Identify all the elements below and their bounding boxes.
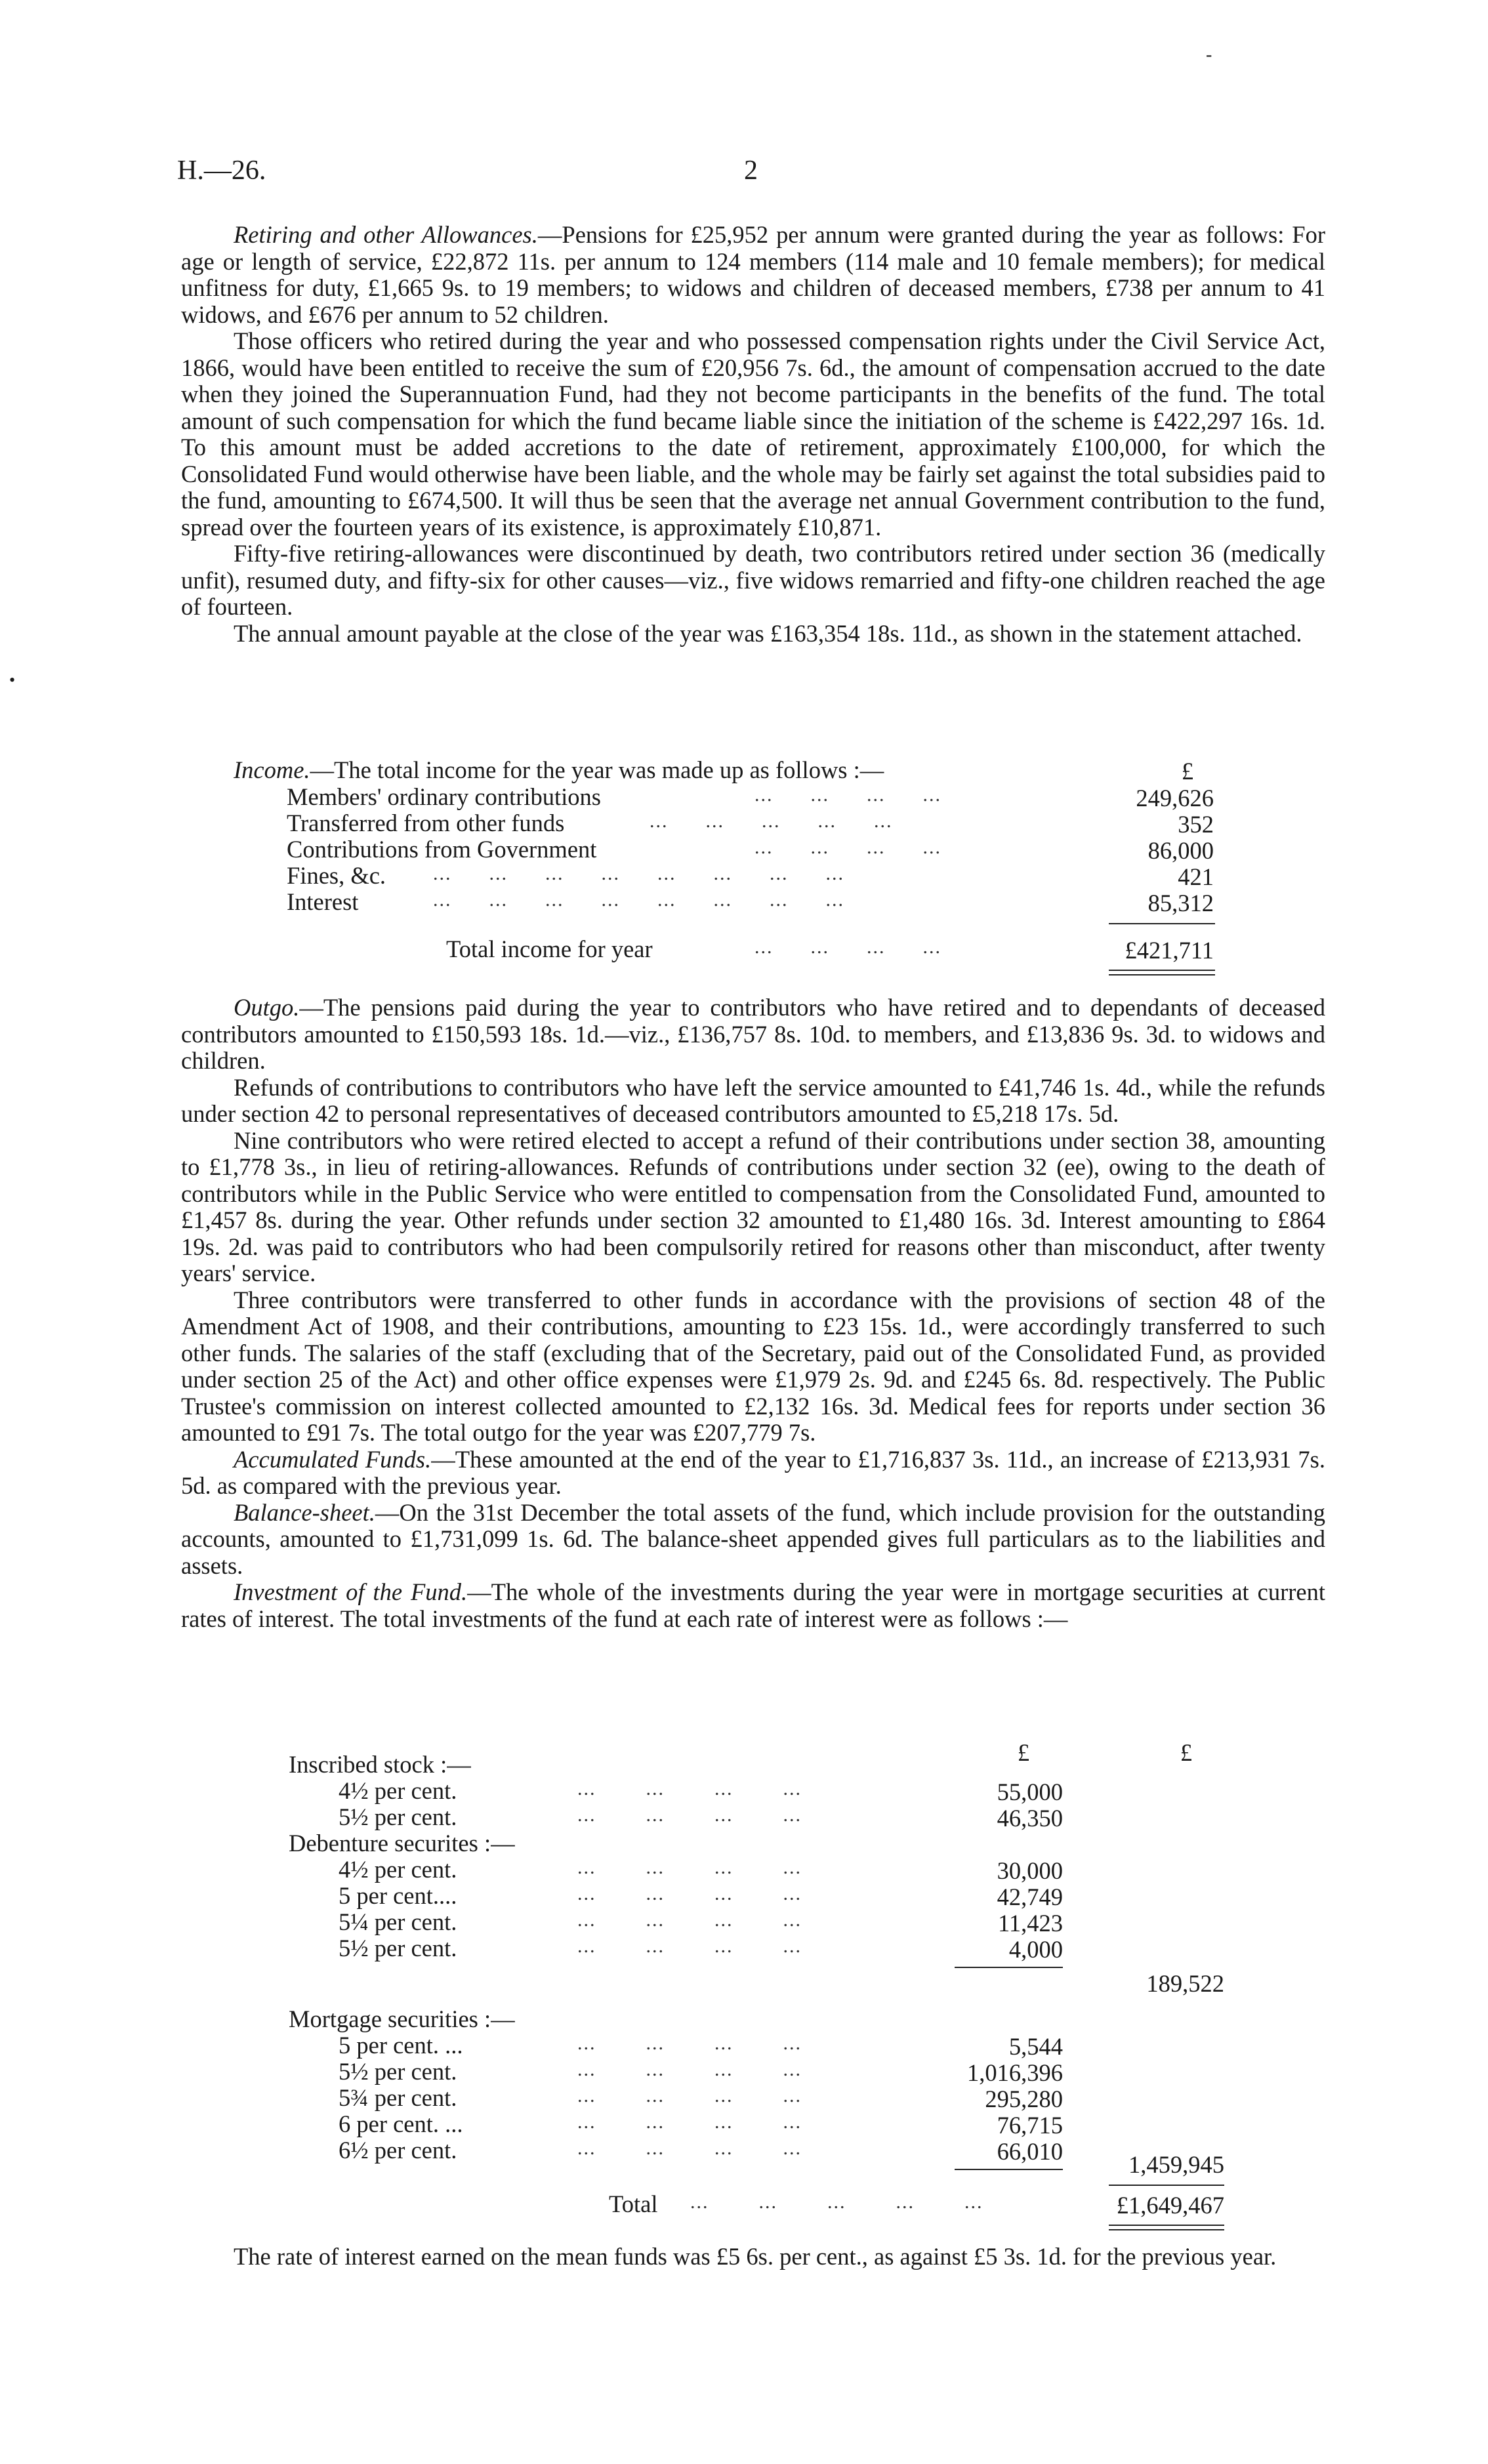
investment-value: 11,423 bbox=[997, 1910, 1063, 1937]
subtotal-rule bbox=[955, 2169, 1063, 2170]
income-currency-header: £ bbox=[1181, 758, 1194, 785]
investment-value: 1,016,396 bbox=[967, 2059, 1063, 2086]
page-number: 2 bbox=[744, 155, 758, 186]
income-item-value: 86,000 bbox=[1147, 837, 1214, 864]
investments-subtotal-1: 189,522 bbox=[1146, 1970, 1224, 1997]
leader-dots: ... ... ... ... ... bbox=[650, 810, 893, 832]
leader-dots: ... ... ... ... bbox=[754, 936, 941, 958]
leader-dots: ... ... ... ... bbox=[754, 836, 941, 858]
total-rule bbox=[1109, 2229, 1224, 2230]
top-mark: - bbox=[1206, 45, 1212, 65]
investment-rate: 5 per cent. ... bbox=[339, 2032, 463, 2059]
investment-rate: 6 per cent. ... bbox=[339, 2110, 463, 2137]
investments-col1-header: £ bbox=[1017, 1739, 1030, 1766]
income-item-value: 85,312 bbox=[1147, 890, 1214, 916]
investment-rate: 6½ per cent. bbox=[339, 2137, 457, 2164]
investment-value: 66,010 bbox=[997, 2138, 1063, 2165]
paragraph-balance-sheet: Balance-sheet.—On the 31st December the total assets of the fund, which include provision for the outstanding accounts, amounted to £1,731,099 1s. 6d. The balance-sheet appended gives full particulars as to the liabilities and assets. bbox=[181, 1498, 1325, 1579]
investment-rate: 5½ per cent. bbox=[339, 1803, 457, 1830]
investments-total-label: Total bbox=[609, 2190, 658, 2217]
investment-value: 5,544 bbox=[1008, 2033, 1063, 2060]
income-item-label: Contributions from Government bbox=[287, 836, 597, 863]
income-item-value: 249,626 bbox=[1136, 785, 1214, 811]
income-item-value: 421 bbox=[1178, 863, 1214, 890]
leader-dots: ... ... ... ... bbox=[577, 1857, 802, 1878]
investments-group-title: Debenture securites :— bbox=[289, 1830, 515, 1857]
left-margin-mark: • bbox=[9, 670, 16, 689]
investment-rate: 4½ per cent. bbox=[339, 1777, 457, 1804]
leader-dots: ... ... ... ... bbox=[577, 1935, 802, 1957]
paragraph-accumulated-funds: Accumulated Funds.—These amounted at the end of the year to £1,716,837 3s. 11d., an increase of £213,931 7s. 5d. as compared with the previous year. bbox=[181, 1445, 1325, 1499]
paragraph-retiring-allowances: Retiring and other Allowances.—Pensions for £25,952 per annum were granted during the year as follows: For age or length of service, £22,872 11s. per annum to 124 members (114 male and 10 female members); for medical unfitness for duty, £1,665 9s. to 19 members; to widows and children of deceased members, £738 per annum to 41 widows, and £676 per annum to 52 children. bbox=[181, 221, 1325, 328]
paragraph-interest-rate: The rate of interest earned on the mean funds was £5 6s. per cent., as against £5 3s. 1d. for the previous year. bbox=[234, 2243, 1277, 2270]
paragraph-compensation: Those officers who retired during the year and who possessed compensation rights under the Civil Service Act, 1866, would have been entitled to receive the sum of £20,956 7s. 6d., the amount of compensation accrued to the date when they joined the Superannuation Fund, had they not become participants in the benefits of the fund. The total amount of such compensation for which the fund became liable since the initiation of the scheme is £422,297 16s. 1d. To this amount must be added accretions to the date of retirement, approximately £100,000, for which the Consolidated Fund would otherwise have been liable, and the whole may be fairly set against the total subsidies paid to the fund, amounting to £674,500. It will thus be seen that the average net annual Government contribution to the fund, spread over the fourteen years of its existence, is approximately £10,871. bbox=[181, 327, 1325, 541]
leader-dots: ... ... ... ... bbox=[577, 1909, 802, 1931]
income-item-label: Transferred from other funds bbox=[287, 810, 565, 836]
prose-middle bbox=[181, 995, 1325, 1632]
total-rule bbox=[1109, 974, 1215, 975]
investment-value: 76,715 bbox=[997, 2112, 1063, 2139]
paragraph-refunds: Refunds of contributions to contributors who have left the service amounted to £41,746 1s. 4d., while the refunds under section 42 to personal representatives of deceased contributors amounted to £5,218 17s. 5d. bbox=[181, 1073, 1325, 1127]
prose-closing bbox=[181, 2244, 1325, 2270]
income-total-label: Total income for year bbox=[446, 935, 653, 962]
leader-dots: ... ... ... ... bbox=[577, 1804, 802, 1826]
subtotal-rule bbox=[1109, 923, 1215, 924]
leader-dots: ... ... ... ... ... bbox=[690, 2191, 983, 2213]
leader-dots: ... ... ... ... bbox=[577, 2137, 802, 2159]
investments-total-value: £1,649,467 bbox=[1116, 2192, 1224, 2219]
investment-value: 46,350 bbox=[997, 1805, 1063, 1832]
investment-rate: 5¾ per cent. bbox=[339, 2084, 457, 2111]
paragraph-nine-contributors: Nine contributors who were retired elected to accept a refund of their contributions under section 38, amounting to £1,778 3s., in lieu of retiring-allowances. Refunds of contributions under section 32 (ee), owing to the death of contributors while in the Public Service who were entitled to compensation from the Consolidated Fund, amounted to £1,457 8s. during the year. Other refunds under section 32 amounted to £1,480 16s. 3d. Interest amounting to £864 19s. 2d. was paid to contributors who had been compulsorily retired for reasons other than misconduct, after twenty years' service. bbox=[181, 1126, 1325, 1286]
investments-col2-header: £ bbox=[1180, 1739, 1193, 1766]
leader-dots: ... ... ... ... bbox=[577, 2111, 802, 2133]
leader-dots: ... ... ... ... bbox=[577, 2059, 802, 2080]
investment-value: 4,000 bbox=[1008, 1936, 1063, 1963]
investment-rate: 4½ per cent. bbox=[339, 1856, 457, 1883]
total-rule bbox=[1109, 970, 1215, 971]
income-total-value: £421,711 bbox=[1125, 937, 1214, 964]
leader-dots: ... ... ... ... bbox=[577, 1778, 802, 1799]
investment-value: 42,749 bbox=[997, 1883, 1063, 1910]
paragraph-annual-amount: The annual amount payable at the close of the year was £163,354 18s. 11d., as shown in the statement attached. bbox=[234, 619, 1302, 647]
subtotal-rule bbox=[955, 1967, 1063, 1968]
investment-rate: 5½ per cent. bbox=[339, 2058, 457, 2085]
paragraph-investment: Investment of the Fund.—The whole of the investments during the year were in mortgage securities at current rates of interest. The total investments of the fund at each rate of interest were as follows :— bbox=[181, 1578, 1325, 1632]
paragraph-outgo: Outgo.—The pensions paid during the year to contributors who have retired and to dependants of deceased contributors amounted to £150,593 18s. 1d.—viz., £136,757 8s. 10d. to members, and £13,836 9s. 3d. to widows and children. bbox=[181, 994, 1325, 1074]
investments-group-title: Mortgage securities :— bbox=[289, 2005, 515, 2032]
leader-dots: ... ... ... ... ... ... ... ... bbox=[433, 889, 844, 911]
subtotal-rule bbox=[1109, 2185, 1224, 2186]
investment-rate: 5¼ per cent. bbox=[339, 1908, 457, 1935]
leader-dots: ... ... ... ... bbox=[577, 2085, 802, 2106]
income-item-label: Members' ordinary contributions bbox=[287, 783, 601, 810]
leader-dots: ... ... ... ... bbox=[577, 2032, 802, 2054]
document-reference: H.—26. bbox=[177, 155, 266, 186]
leader-dots: ... ... ... ... bbox=[754, 784, 941, 806]
investment-value: 295,280 bbox=[985, 2085, 1063, 2112]
income-item-label: Fines, &c. bbox=[287, 862, 386, 889]
leader-dots: ... ... ... ... bbox=[577, 1883, 802, 1904]
paragraph-transfers: Three contributors were transferred to other funds in accordance with the provisions of section 48 of the Amendment Act of 1908, and their contributions, amounting to £23 15s. 1d., were accordingly transferred to such other funds. The salaries of the staff (excluding that of the Secretary, paid out of the Consolidated Fund, as provided under section 25 of the Act) and other office expenses were £1,979 2s. 9d. and £245 6s. 8d. respectively. The Public Trustee's commission on interest collected amounted to £2,132 16s. 3d. Medical fees for reports under section 36 amounted to £91 7s. The total outgo for the year was £207,779 7s. bbox=[181, 1286, 1325, 1446]
total-rule bbox=[1109, 2225, 1224, 2226]
investment-value: 30,000 bbox=[997, 1857, 1063, 1884]
prose-top bbox=[181, 222, 1325, 647]
income-heading: Income.—The total income for the year was made up as follows :— bbox=[234, 756, 884, 783]
income-item-label: Interest bbox=[287, 888, 359, 915]
investments-subtotal-2: 1,459,945 bbox=[1128, 2151, 1224, 2178]
income-item-value: 352 bbox=[1178, 811, 1214, 838]
paragraph-discontinued: Fifty-five retiring-allowances were discontinued by death, two contributors retired under section 36 (medically unfit), resumed duty, and fifty-six for other causes—viz., five widows remarried and fifty-one children reached the age of fourteen. bbox=[181, 540, 1325, 620]
investment-rate: 5½ per cent. bbox=[339, 1935, 457, 1961]
investment-rate: 5 per cent.... bbox=[339, 1882, 457, 1909]
leader-dots: ... ... ... ... ... ... ... ... bbox=[433, 863, 844, 884]
investment-value: 55,000 bbox=[997, 1778, 1063, 1805]
investments-group-title: Inscribed stock :— bbox=[289, 1751, 471, 1778]
